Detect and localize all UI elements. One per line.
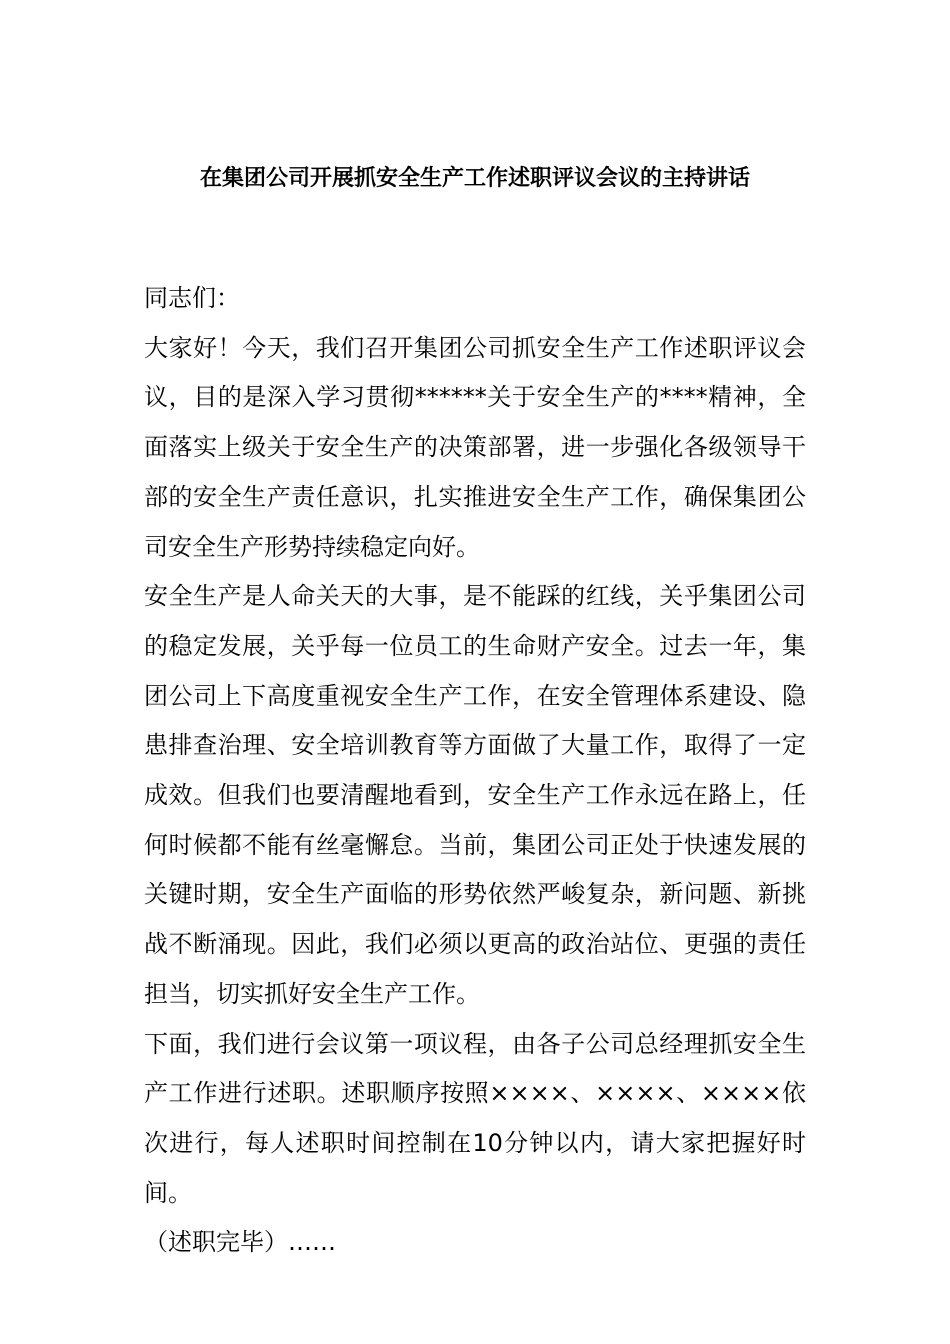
paragraph-agenda: 下面，我们进行会议第一项议程，由各子公司总经理抓安全生产工作进行述职。述职顺序按照××××、××××、××××依次进行，每人述职时间控制在10分钟以内，请大家把握好时间。 xyxy=(144,1029,806,1207)
paragraph-stage-note: （述职完毕）…… xyxy=(144,1228,336,1257)
paragraph-safety-importance: 安全生产是人命关天的大事，是不能踩的红线，关乎集团公司的稳定发展，关乎每一位员工的生命财产安全。过去一年，集团公司上下高度重视安全生产工作，在安全管理体系建设、隐患排查治理、安全培训教育等方面做了大量工作，取得了一定成效。但我们也要清醒地看到，安全生产工作永远在路上，任何时候都不能有丝毫懈怠。当前，集团公司正处于快速发展的关键时期，安全生产面临的形势依然严峻复杂，新问题、新挑战不断涌现。因此，我们必须以更高的政治站位、更强的责任担当，切实抓好安全生产工作。 xyxy=(144,582,806,1008)
document-title: 在集团公司开展抓安全生产工作述职评议会议的主持讲话 xyxy=(199,166,750,191)
paragraph-opening: 大家好！今天，我们召开集团公司抓安全生产工作述职评议会议，目的是深入学习贯彻******关于安全生产的****精神，全面落实上级关于安全生产的决策部署，进一步强化各级领导干部的安全生产责任意识，扎实推进安全生产工作，确保集团公司安全生产形势持续稳定向好。 xyxy=(144,333,806,561)
document-body xyxy=(144,274,806,1268)
salutation: 同志们： xyxy=(144,284,240,312)
